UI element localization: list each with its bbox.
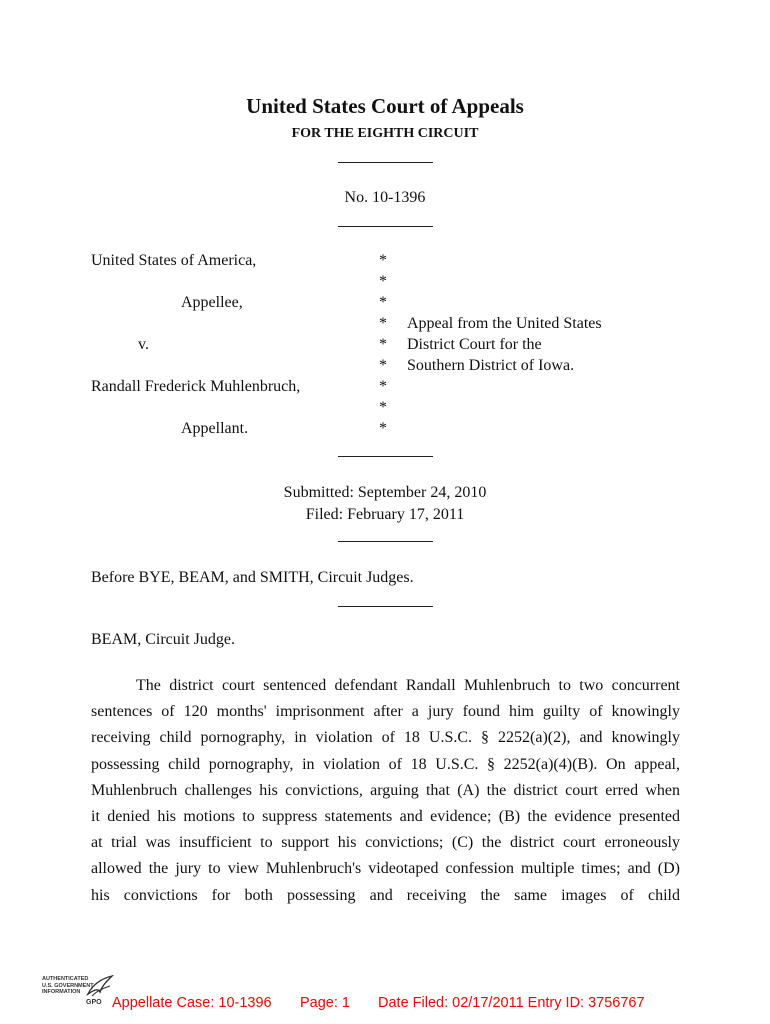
divider <box>338 541 433 542</box>
caption-asterisk: * <box>379 252 387 269</box>
panel-judges: Before BYE, BEAM, and SMITH, Circuit Judges. <box>91 569 414 586</box>
eagle-icon <box>86 974 114 1000</box>
opinion-line: possessing child pornography, in violation of 18 U.S.C. § 2252(a)(4)(B). On appeal, <box>91 755 680 773</box>
caption-asterisk: * <box>379 399 387 416</box>
footer-filed-entry: Date Filed: 02/17/2011 Entry ID: 3756767 <box>378 995 645 1011</box>
opinion-line: allowed the jury to view Muhlenbruch's videotaped confession multiple times; and (D) <box>91 860 680 878</box>
circuit-subtitle: FOR THE EIGHTH CIRCUIT <box>291 126 479 141</box>
divider <box>338 226 433 227</box>
appeal-from-line: District Court for the <box>407 336 542 353</box>
gpo-label: GPO <box>86 999 102 1006</box>
opinion-author: BEAM, Circuit Judge. <box>91 631 235 648</box>
opinion-line: sentences of 120 months' imprisonment after a jury found him guilty of knowingly <box>91 703 680 721</box>
caption-asterisk: * <box>379 294 387 311</box>
appellant-name: Randall Frederick Muhlenbruch, <box>91 378 301 395</box>
opinion-line: at trial was insufficient to support his convictions; (C) the district court erroneously <box>91 834 680 852</box>
gpo-seal-text: AUTHENTICATED U.S. GOVERNMENT INFORMATION <box>42 976 94 995</box>
appellee-name: United States of America, <box>91 252 257 269</box>
footer-case-number: Appellate Case: 10-1396 <box>112 995 272 1011</box>
divider <box>338 456 433 457</box>
appeal-from-line: Appeal from the United States <box>407 315 602 332</box>
appellant-role: Appellant. <box>181 420 249 437</box>
opinion-line: his convictions for both possessing and receiving the same images of child <box>91 886 680 904</box>
submitted-date: Submitted: September 24, 2010 <box>283 484 487 501</box>
opinion-line: it denied his motions to suppress statements and evidence; (B) the evidence presented <box>91 807 680 825</box>
filed-date: Filed: February 17, 2011 <box>305 506 465 523</box>
opinion-line: Muhlenbruch challenges his convictions, arguing that (A) the district court erred when <box>91 781 680 799</box>
footer-page-number: Page: 1 <box>300 995 350 1011</box>
caption-asterisk: * <box>379 378 387 395</box>
opinion-paragraph <box>91 673 680 909</box>
opinion-line: receiving child pornography, in violation of 18 U.S.C. § 2252(a)(2), and knowingly <box>91 729 680 747</box>
appellee-role: Appellee, <box>181 294 243 311</box>
opinion-line: The district court sentenced defendant Randall Muhlenbruch to two concurrent <box>136 677 680 694</box>
caption-asterisk: * <box>379 357 387 374</box>
caption-asterisk: * <box>379 315 387 332</box>
appeal-from-line: Southern District of Iowa. <box>407 357 575 374</box>
caption-asterisk: * <box>379 420 387 437</box>
gpo-authentication-seal <box>42 974 114 1014</box>
court-title: United States Court of Appeals <box>246 94 524 118</box>
caption-asterisk: * <box>379 336 387 353</box>
case-number: No. 10-1396 <box>344 189 426 206</box>
divider <box>338 606 433 607</box>
caption-asterisk: * <box>379 273 387 290</box>
versus: v. <box>138 336 149 353</box>
divider <box>338 162 433 163</box>
